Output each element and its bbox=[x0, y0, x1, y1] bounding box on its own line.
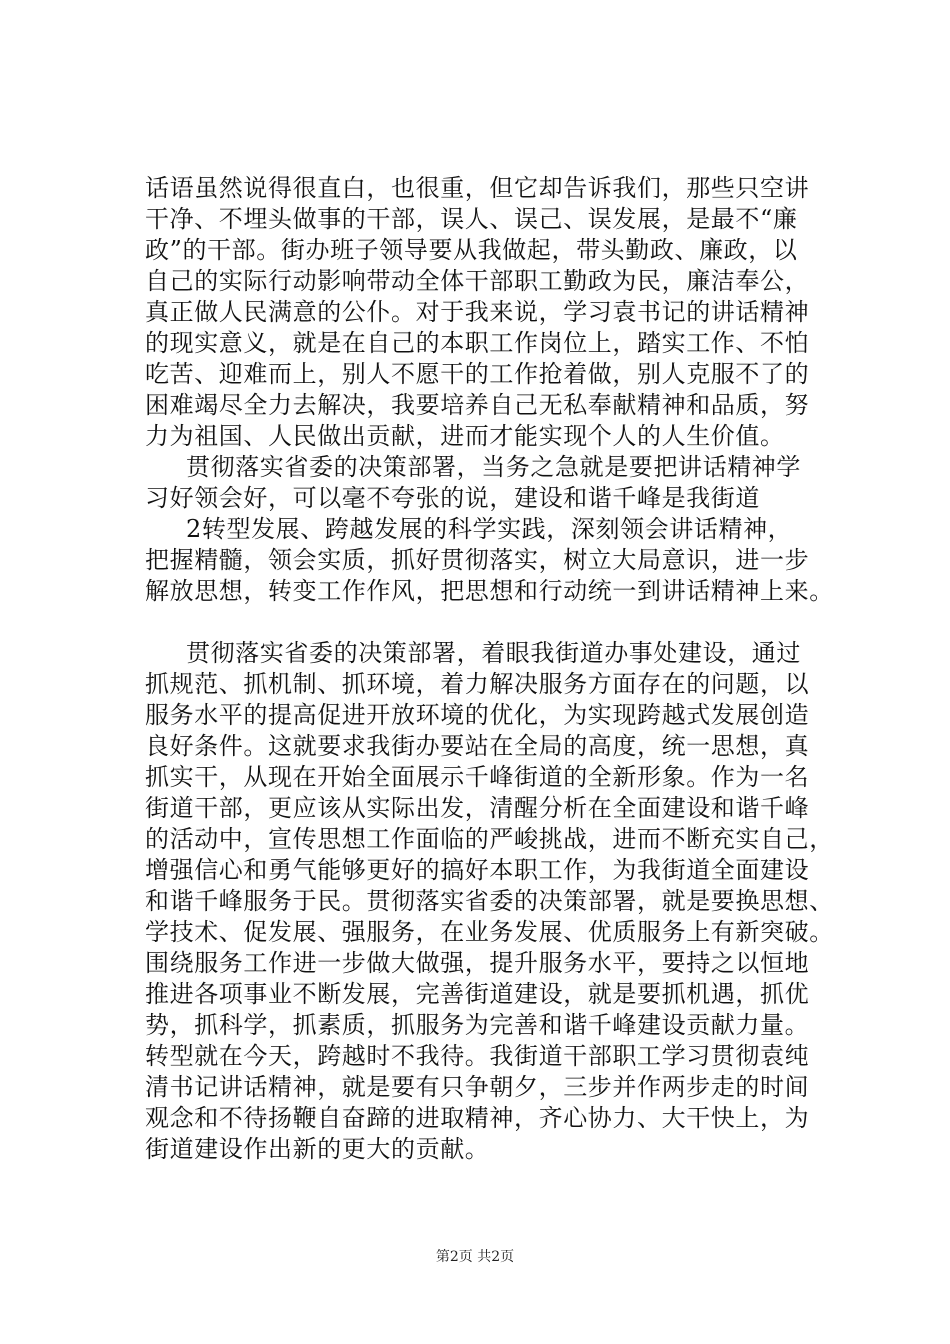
body-line: 力为祖国、人民做出贡献，进而才能实现个人的人生价值。 bbox=[145, 422, 785, 450]
body-line: 的活动中，宣传思想工作面临的严峻挑战，进而不断充实自己， bbox=[145, 825, 834, 853]
body-line: 围绕服务工作进一步做大做强，提升服务水平，要持之以恒地 bbox=[145, 949, 810, 977]
body-line: 街道干部，更应该从实际出发，清醒分析在全面建设和谐千峰 bbox=[145, 794, 810, 822]
paragraph-start-line: 贯彻落实省委的决策部署，当务之急就是要把讲话精神学 bbox=[186, 453, 801, 481]
body-line: 服务水平的提高促进开放环境的优化，为实现跨越式发展创造 bbox=[145, 701, 810, 729]
body-line: 吃苦、迎难而上，别人不愿干的工作抢着做，别人克服不了的 bbox=[145, 360, 810, 388]
body-line: 习好领会好，可以毫不夸张的说，建设和谐千峰是我街道 bbox=[145, 484, 760, 512]
body-line: 势，抓科学，抓素质，抓服务为完善和谐千峰建设贡献力量。 bbox=[145, 1011, 810, 1039]
body-line: 2转型发展、跨越发展的科学实践，深刻领会讲话精神， bbox=[186, 515, 793, 543]
body-line: 的现实意义，就是在自己的本职工作岗位上，踏实工作、不怕 bbox=[145, 329, 810, 357]
body-line: 干净、不埋头做事的干部，误人、误己、误发展，是最不“廉 bbox=[145, 205, 798, 233]
body-line: 增强信心和勇气能够更好的搞好本职工作，为我街道全面建设 bbox=[145, 856, 810, 884]
body-line: 自己的实际行动影响带动全体干部职工勤政为民，廉洁奉公， bbox=[145, 267, 810, 295]
body-line: 政”的干部。街办班子领导要从我做起，带头勤政、廉政，以 bbox=[145, 236, 798, 264]
body-line: 学技术、促发展、强服务，在业务发展、优质服务上有新突破。 bbox=[145, 918, 834, 946]
body-line: 抓实干，从现在开始全面展示千峰街道的全新形象。作为一名 bbox=[145, 763, 810, 791]
body-line: 推进各项事业不断发展，完善街道建设，就是要抓机遇，抓优 bbox=[145, 980, 810, 1008]
body-line: 观念和不待扬鞭自奋蹄的进取精神，齐心协力、大干快上，为 bbox=[145, 1104, 810, 1132]
body-line: 抓规范、抓机制、抓环境，着力解决服务方面存在的问题，以 bbox=[145, 670, 810, 698]
body-line: 良好条件。这就要求我街办要站在全局的高度，统一思想，真 bbox=[145, 732, 810, 760]
body-line: 把握精髓，领会实质，抓好贯彻落实，树立大局意识，进一步 bbox=[145, 546, 810, 574]
body-line: 真正做人民满意的公仆。对于我来说，学习袁书记的讲话精神 bbox=[145, 298, 810, 326]
body-line: 困难竭尽全力去解决，我要培养自己无私奉献精神和品质，努 bbox=[145, 391, 810, 419]
page-number-footer: 第2页 共2页 bbox=[435, 1249, 515, 1265]
body-line: 和谐千峰服务于民。贯彻落实省委的决策部署，就是要换思想、 bbox=[145, 887, 834, 915]
body-line: 清书记讲话精神，就是要有只争朝夕，三步并作两步走的时间 bbox=[145, 1073, 810, 1101]
paragraph-start-line: 贯彻落实省委的决策部署，着眼我街道办事处建设，通过 bbox=[186, 639, 801, 667]
body-line: 话语虽然说得很直白，也很重，但它却告诉我们，那些只空讲 bbox=[145, 174, 810, 202]
body-line: 转型就在今天，跨越时不我待。我街道干部职工学习贯彻袁纯 bbox=[145, 1042, 810, 1070]
body-line: 街道建设作出新的更大的贡献。 bbox=[145, 1135, 490, 1163]
body-line: 解放思想，转变工作作风，把思想和行动统一到讲话精神上来。 bbox=[145, 577, 834, 605]
